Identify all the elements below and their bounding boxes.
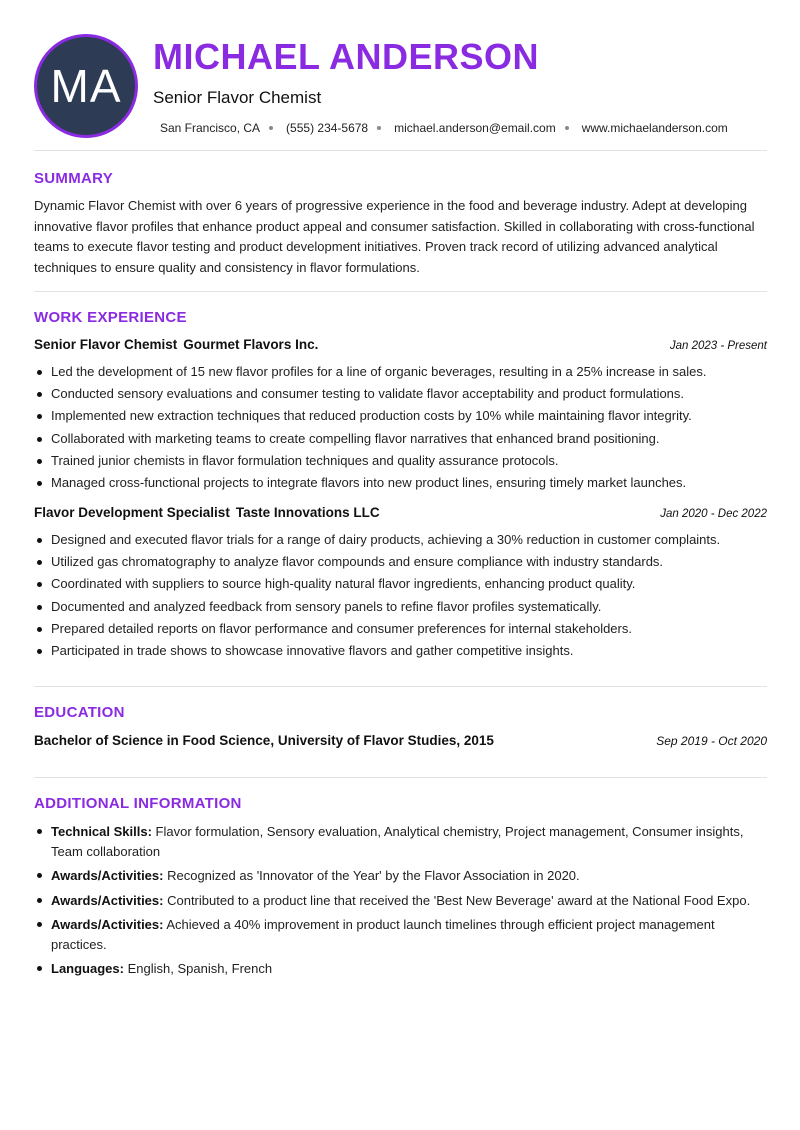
list-item	[34, 361, 767, 383]
job-role-line	[34, 337, 318, 352]
info-label: Languages:	[51, 961, 124, 976]
bullet-icon	[37, 922, 42, 927]
bullet-icon	[37, 459, 42, 464]
contact-phone: (555) 234-5678	[286, 121, 369, 135]
bullet-icon	[37, 605, 42, 610]
list-item	[34, 529, 767, 551]
separator-dot-icon	[565, 126, 569, 130]
bullet-icon	[37, 966, 42, 971]
education-heading: EDUCATION	[34, 704, 125, 721]
job-role-line	[34, 505, 380, 520]
job-dates: Jan 2023 - Present	[669, 340, 767, 352]
summary-text: Dynamic Flavor Chemist with over 6 years of progressive experience in the food and beverage industry. Adept at developing innovative flavor profiles that enhance product appeal and consumer satisfaction. Skilled in collaborating with cross-functional teams to execute flavor testing and product development initiatives. Proven track record of utilizing advanced analytical techniques to ensure quality and consistency in flavor formulations.	[34, 198, 755, 275]
bullet-icon	[37, 582, 42, 587]
bullet-text: Led the development of 15 new flavor profiles for a line of organic beverages, resulting in a 25% increase in sales.	[51, 364, 707, 379]
bullet-icon	[37, 829, 42, 834]
list-item	[34, 640, 767, 662]
bullet-text: Coordinated with suppliers to source high-quality natural flavor ingredients, enhancing product quality.	[51, 576, 636, 592]
list-item	[34, 573, 767, 595]
bullet-text: Collaborated with marketing teams to create compelling flavor narratives that enhanced brand positioning.	[51, 430, 660, 446]
bullet-icon	[37, 873, 42, 878]
bullet-text: Implemented new extraction techniques that reduced production costs by 10% while maintaining flavor integrity.	[51, 408, 692, 424]
separator-dot-icon	[269, 126, 273, 130]
bullet-icon	[37, 898, 42, 903]
job-dates: Jan 2020 - Dec 2022	[660, 508, 767, 520]
contact-website[interactable]: www.michaelanderson.com	[581, 121, 728, 135]
avatar	[34, 34, 138, 138]
info-text: Achieved a 40% improvement in product launch timelines through efficient project management practices.	[51, 917, 715, 952]
info-label: Awards/Activities:	[51, 868, 164, 883]
list-item	[34, 405, 767, 427]
list-item	[34, 472, 767, 494]
info-text: Contributed to a product line that received the 'Best New Beverage' award at the National Food Expo.	[167, 892, 751, 908]
avatar-initials: MA	[50, 60, 122, 112]
bullet-icon	[37, 437, 42, 442]
bullet-icon	[37, 538, 42, 543]
job-role: Flavor Development Specialist	[34, 505, 230, 520]
additional-heading: ADDITIONAL INFORMATION	[34, 795, 242, 812]
separator-dot-icon	[377, 126, 381, 130]
bullet-text: Participated in trade shows to showcase innovative flavors and gather competitive insights.	[51, 643, 574, 659]
list-item	[34, 450, 767, 472]
education-dates: Sep 2019 - Oct 2020	[656, 734, 767, 748]
info-text: English, Spanish, French	[127, 961, 273, 976]
info-text: Flavor formulation, Sensory evaluation, Analytical chemistry, Project management, Consumer insights, Team collaboration	[51, 824, 744, 859]
bullet-text: Trained junior chemists in flavor formulation techniques and quality assurance protocols.	[51, 452, 559, 468]
list-item	[34, 891, 767, 911]
info-text: Recognized as 'Innovator of the Year' by the Flavor Association in 2020.	[167, 868, 580, 883]
contact-location: San Francisco, CA	[160, 121, 261, 135]
job-company: Taste Innovations LLC	[235, 505, 380, 520]
divider	[34, 777, 767, 778]
bullet-icon	[37, 627, 42, 632]
bullet-icon	[37, 392, 42, 397]
education-entry	[34, 733, 767, 748]
divider	[34, 291, 767, 292]
bullet-icon	[37, 649, 42, 654]
contact-email[interactable]: michael.anderson@email.com	[394, 121, 556, 135]
list-item	[34, 959, 767, 979]
list-item	[34, 428, 767, 450]
bullet-icon	[37, 414, 42, 419]
job-header	[34, 337, 767, 352]
list-item	[34, 551, 767, 573]
job-header	[34, 505, 767, 520]
additional-info-list	[34, 822, 767, 984]
contact-info	[160, 121, 728, 135]
divider	[34, 150, 767, 151]
bullet-text: Prepared detailed reports on flavor performance and consumer preferences for internal stakeholders.	[51, 620, 632, 636]
list-item	[34, 383, 767, 405]
divider	[34, 686, 767, 687]
bullet-icon	[37, 560, 42, 565]
info-label: Awards/Activities:	[51, 917, 164, 932]
bullet-icon	[37, 370, 42, 375]
list-item	[34, 618, 767, 640]
experience-heading: WORK EXPERIENCE	[34, 309, 187, 326]
list-item	[34, 866, 767, 886]
list-item	[34, 822, 767, 861]
job-bullet-list	[34, 361, 767, 494]
summary-heading: SUMMARY	[34, 170, 114, 187]
bullet-text: Designed and executed flavor trials for a range of dairy products, achieving a 30% reduction in customer complaints.	[51, 532, 721, 547]
bullet-icon	[37, 481, 42, 486]
bullet-text: Managed cross-functional projects to integrate flavors into new product lines, ensuring timely market launches.	[51, 475, 687, 491]
list-item	[34, 596, 767, 618]
bullet-text: Conducted sensory evaluations and consumer testing to validate flavor acceptability and product formulations.	[51, 386, 685, 402]
bullet-text: Documented and analyzed feedback from sensory panels to refine flavor profiles systematically.	[51, 598, 602, 614]
job-role: Senior Flavor Chemist	[34, 337, 178, 352]
job-company: Gourmet Flavors Inc.	[183, 337, 319, 352]
info-label: Technical Skills:	[51, 824, 152, 839]
bullet-text: Utilized gas chromatography to analyze flavor compounds and ensure compliance with industry standards.	[51, 554, 664, 570]
job-bullet-list	[34, 529, 767, 662]
education-degree: Bachelor of Science in Food Science, University of Flavor Studies, 2015	[34, 733, 494, 748]
candidate-name: MICHAEL ANDERSON	[153, 36, 540, 77]
list-item	[34, 915, 767, 954]
info-label: Awards/Activities:	[51, 892, 164, 908]
candidate-title: Senior Flavor Chemist	[153, 88, 322, 107]
